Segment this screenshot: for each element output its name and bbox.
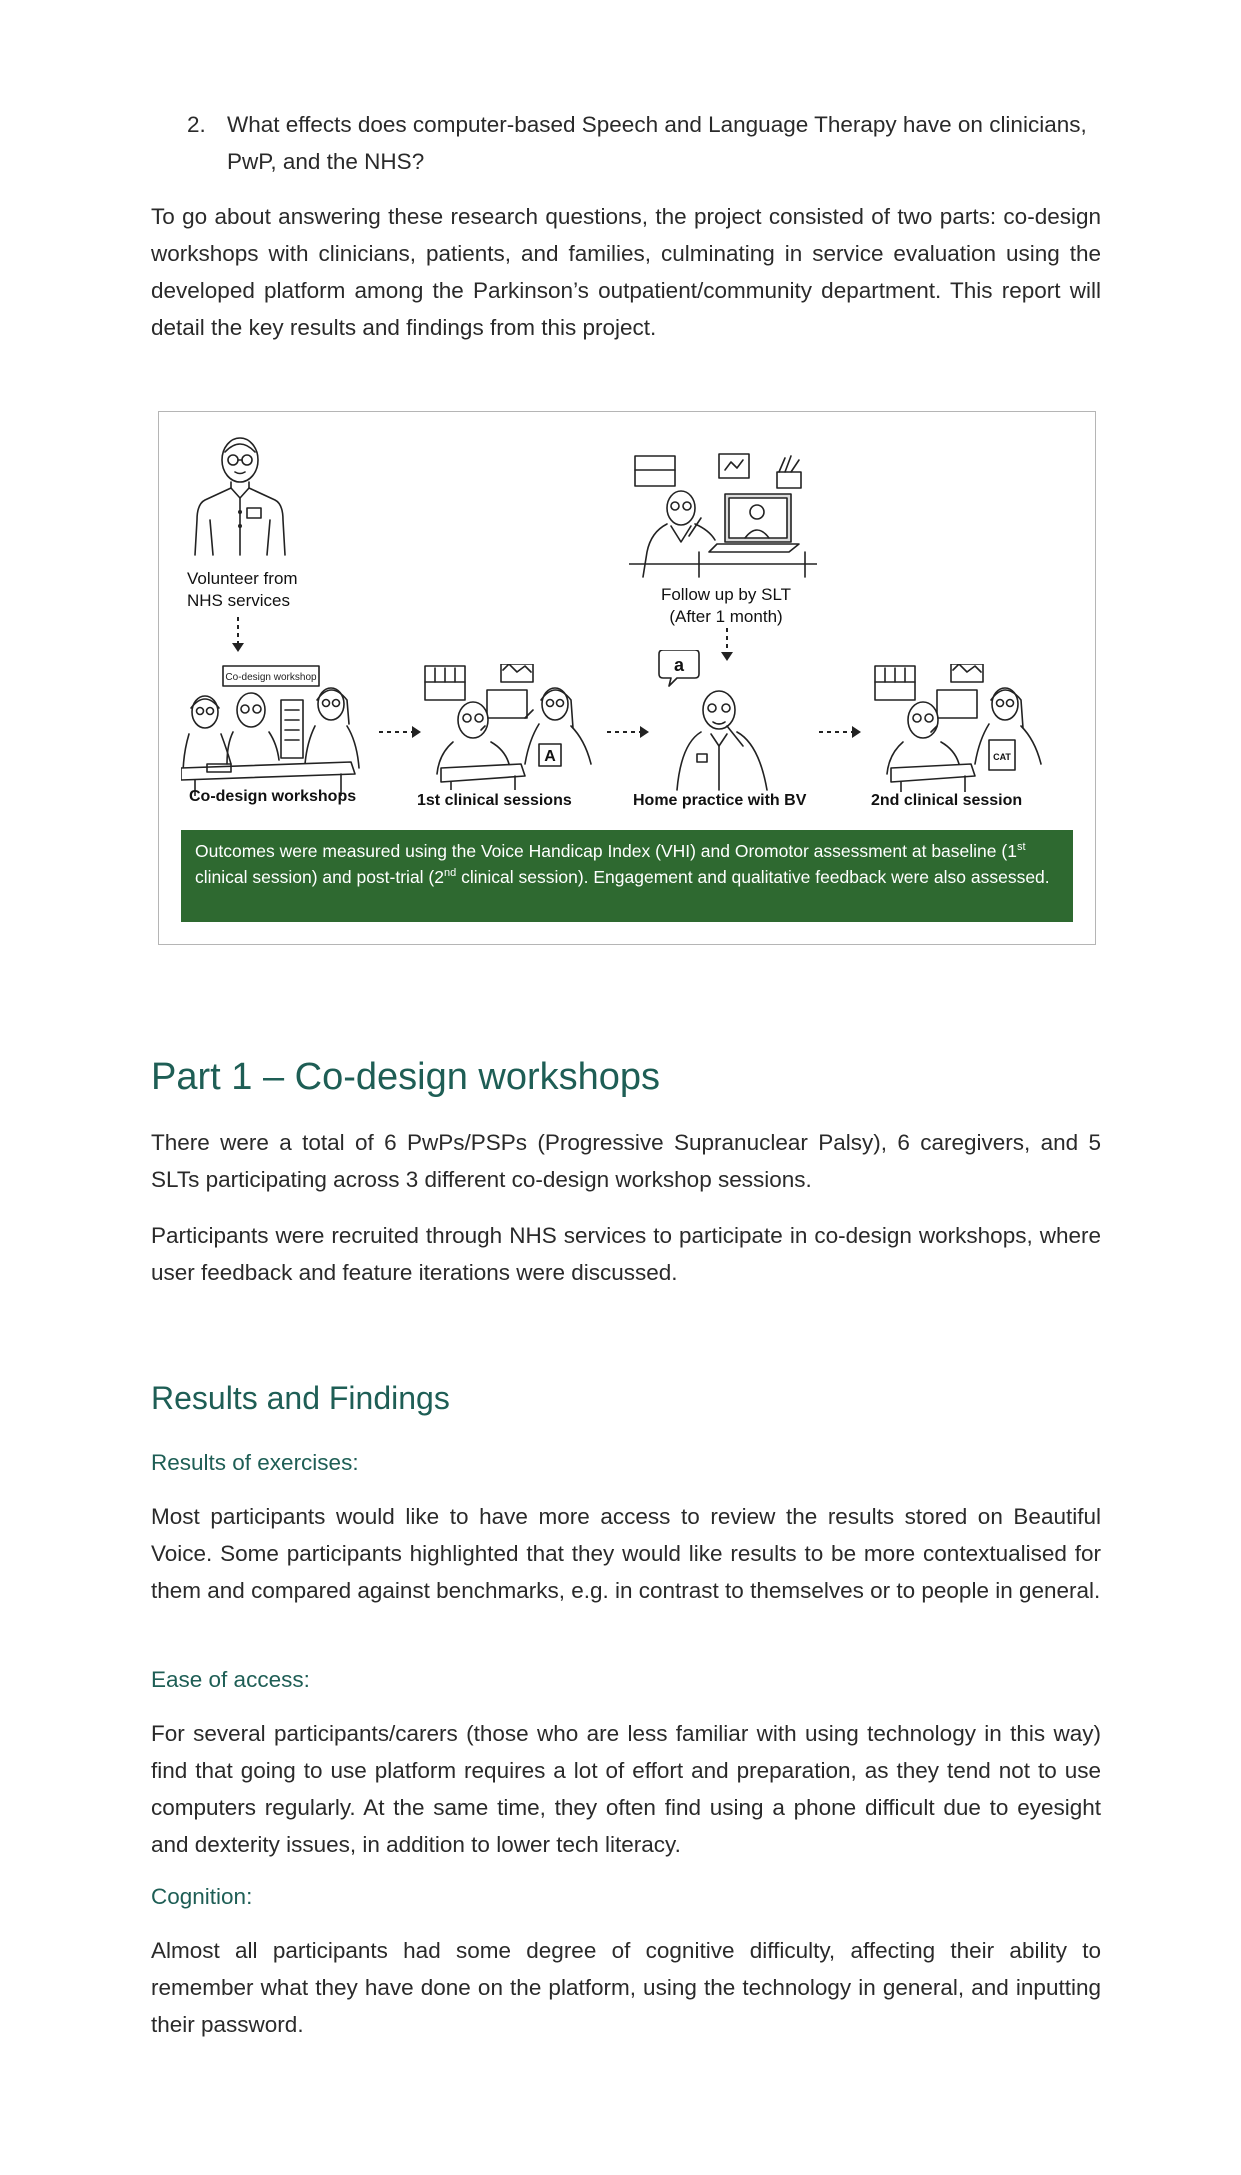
- stage-arrow-2: [607, 725, 651, 739]
- list-text: What effects does computer-based Speech and Language Therapy have on clinicians, PwP, and the NHS?: [227, 112, 1087, 174]
- study-design-figure: [158, 411, 1096, 945]
- second-clinical-session-illustration: [871, 664, 1053, 792]
- volunteer-illustration: [185, 430, 295, 560]
- home-practice-illustration: [657, 650, 797, 792]
- part1-paragraph-2: Participants were recruited through NHS services to participate in co-design workshops, where user feedback and feature iterations were discussed.: [151, 1223, 1101, 1285]
- svg-text:Co-design workshop: Co-design workshop: [225, 672, 317, 683]
- co-design-workshop-illustration: [181, 664, 363, 796]
- stage-caption-3: Home practice with BV: [633, 792, 807, 809]
- cognition-subheading: Cognition:: [151, 1884, 253, 1909]
- exercises-subheading: Results of exercises:: [151, 1450, 359, 1475]
- followup-label: Follow up by SLT (After 1 month): [660, 585, 792, 626]
- svg-text:A: A: [544, 748, 556, 765]
- research-question-2: [189, 106, 1101, 180]
- cognition-paragraph: Almost all participants had some degree of cognitive difficulty, affecting their ability to remember what they have done on the platform, using the technology in general, and inputting their password.: [151, 1938, 1101, 2037]
- stage-caption-2: 1st clinical sessions: [417, 792, 572, 809]
- part1-paragraph-1: There were a total of 6 PwPs/PSPs (Progressive Supranuclear Palsy), 6 caregivers, and 5 SLTs participating across 3 different co-design workshop sessions.: [151, 1130, 1101, 1192]
- stage-arrow-3: [819, 725, 863, 739]
- svg-text:a: a: [673, 655, 685, 675]
- exercises-paragraph: Most participants would like to have more access to review the results stored on Beautiful Voice. Some participants highlighted that they would like results to be more contextualised for them and compared against benchmarks, e.g. in contrast to themselves or to people in general.: [151, 1504, 1101, 1603]
- outcomes-box: Outcomes were measured using the Voice Handicap Index (VHI) and Oromotor assessment at baseline (1st clinical session) and post-trial (2nd clinical session). Engagement and qualitative feedback were also assessed.: [181, 830, 1073, 922]
- access-subheading: Ease of access:: [151, 1667, 310, 1692]
- access-paragraph: For several participants/carers (those who are less familiar with using technology in this way) find that going to use platform requires a lot of effort and preparation, as they tend not to use computers regularly. At the same time, they often find using a phone difficult due to eyesight and dexterity issues, in addition to lower tech literacy.: [151, 1721, 1101, 1857]
- volunteer-label: Volunteer from NHS services: [187, 569, 298, 610]
- stage-caption-4: 2nd clinical session: [871, 792, 1023, 809]
- svg-text:CAT: CAT: [993, 752, 1011, 762]
- part1-heading: Part 1 – Co-design workshops: [151, 1056, 661, 1098]
- stage-arrow-1: [379, 725, 423, 739]
- first-clinical-session-illustration: [421, 664, 603, 790]
- results-heading: Results and Findings: [151, 1380, 450, 1416]
- stage-caption-1: Co-design workshops: [189, 788, 357, 805]
- volunteer-down-arrow: [231, 617, 245, 653]
- list-number: 2.: [187, 112, 206, 137]
- followup-illustration: [629, 452, 817, 582]
- intro-paragraph: To go about answering these research questions, the project consisted of two parts: co-design workshops with clinicians, patients, and families, culminating in service evaluation using the developed platform among the Parkinson’s outpatient/community department. This report will detail the key results and findings from this project.: [151, 204, 1101, 340]
